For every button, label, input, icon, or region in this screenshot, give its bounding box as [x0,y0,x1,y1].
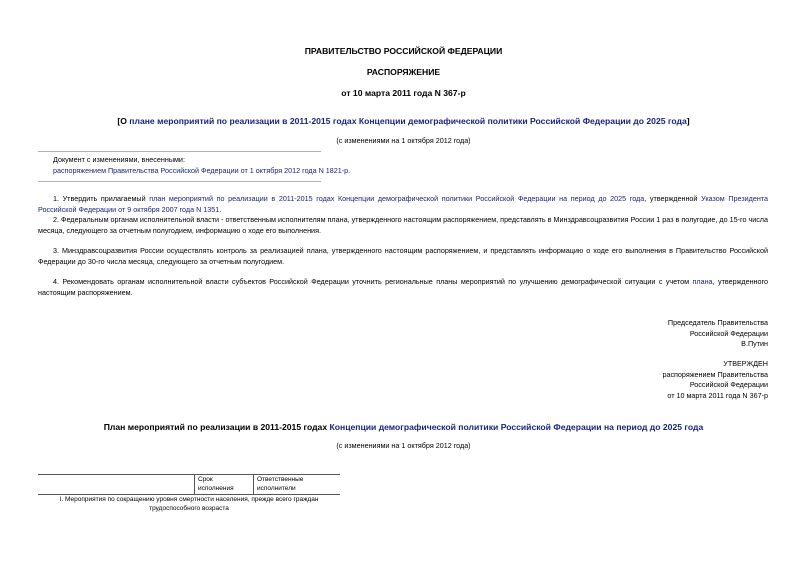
signature-block [468,318,768,350]
signature-country: Российской Федерации [689,328,768,338]
section1-line1: I. Мероприятия по сокращению уровня смертности населения, прежде всего граждан [59,496,319,503]
paragraph-2: 2. Федеральным органам исполнительной власти - ответственным исполнителям плана, утвержденного настоящим распоряжением, представлять в Минздравсоцразвития России 1 раз в полугодие, до 15-го числа месяца, следующего за отчетным полугодием, информацию о ходе его выполнения. [38,215,768,235]
approved-country: Российской Федерации [689,380,768,389]
amendments-bottom-rule [38,181,321,182]
document-date-number: от 10 марта 2011 года N 367-р [341,88,466,98]
p1-text-end: . [219,204,222,214]
p4-text-start: 4. Рекомендовать органам исполнительной власти субъектов Российской Федерации уточнить региональные планы мероприятий по улучшению демографической ситуации с учетом [53,277,693,286]
government-heading: ПРАВИТЕЛЬСТВО РОССИЙСКОЙ ФЕДЕРАЦИИ [304,46,503,56]
title-open-bracket: [О [117,116,130,126]
plan-title-link[interactable]: Концепции демографической политики Российской Федерации на период до 2025 года [329,422,704,432]
table-header-responsible [254,475,341,495]
deadline-line2: исполнения [198,484,234,492]
table-header-empty [38,475,195,495]
approved-heading: УТВЕРЖДЕН [723,359,768,368]
changes-note: (с изменениями на 1 октября 2012 года) [336,136,471,145]
document-title [0,116,807,126]
responsible-line2: исполнители [257,484,296,492]
table-row [38,495,340,515]
amendments-link[interactable]: распоряжением Правительства Российской Федерации от 1 октября 2012 года N 1821-р. [53,166,351,175]
p1-text-mid: , утвержденной [644,194,702,203]
p1-decree-link[interactable]: Указом Президента Российской Федерации от 9 октября 2007 года N 1351 [38,194,769,214]
table-header-row [38,475,340,495]
paragraph-1 [38,194,768,215]
signature-position: Председатель Правительства [667,318,768,327]
approved-date: от 10 марта 2011 года N 367-р [667,390,768,400]
responsible-line1: Ответственные [257,476,304,483]
title-close-bracket: ] [686,116,690,126]
signature-name: В.Путин [741,339,768,348]
amendments-top-rule [38,151,321,152]
section1-line2: трудоспособного возраста [149,504,229,512]
paragraph-3: 3. Минздравсоцразвития России осуществлять контроль за реализацией плана, утвержденного настоящим распоряжением, и представлять информацию о ходе его выполнения в Правительство Российской Федерации до 30-го числа месяца, следующего за отчетным полугодием. [38,246,768,266]
approved-block [468,359,768,401]
plan-title [0,422,807,432]
p4-text-end: , утвержденного настоящим распоряжением. [38,277,768,297]
paragraph-4 [38,277,768,298]
p1-text-start: 1. Утвердить прилагаемый [53,194,150,203]
document-type: РАСПОРЯЖЕНИЕ [366,67,441,77]
table-section-1 [38,495,340,515]
deadline-line1: Срок [198,476,213,483]
plan-changes-note: (с изменениями на 1 октября 2012 года) [336,441,471,450]
title-link[interactable]: плане мероприятий по реализации в 2011-2015 годах Концепции демографической политики Российской Федерации до 2025 года [129,116,687,126]
amendments-label: Документ с изменениями, внесенными: [53,155,185,164]
p4-plan-link[interactable]: плана [692,277,713,286]
approved-by: распоряжением Правительства [662,369,768,379]
plan-title-text: План мероприятий по реализации в 2011-2015 годах [103,422,330,432]
table-header-deadline [195,475,254,495]
p1-plan-link[interactable]: план мероприятий по реализации в 2011-2015 годах Концепции демографической политики Российской Федерации на период до 2025 года [149,194,645,203]
plan-table [38,474,340,514]
